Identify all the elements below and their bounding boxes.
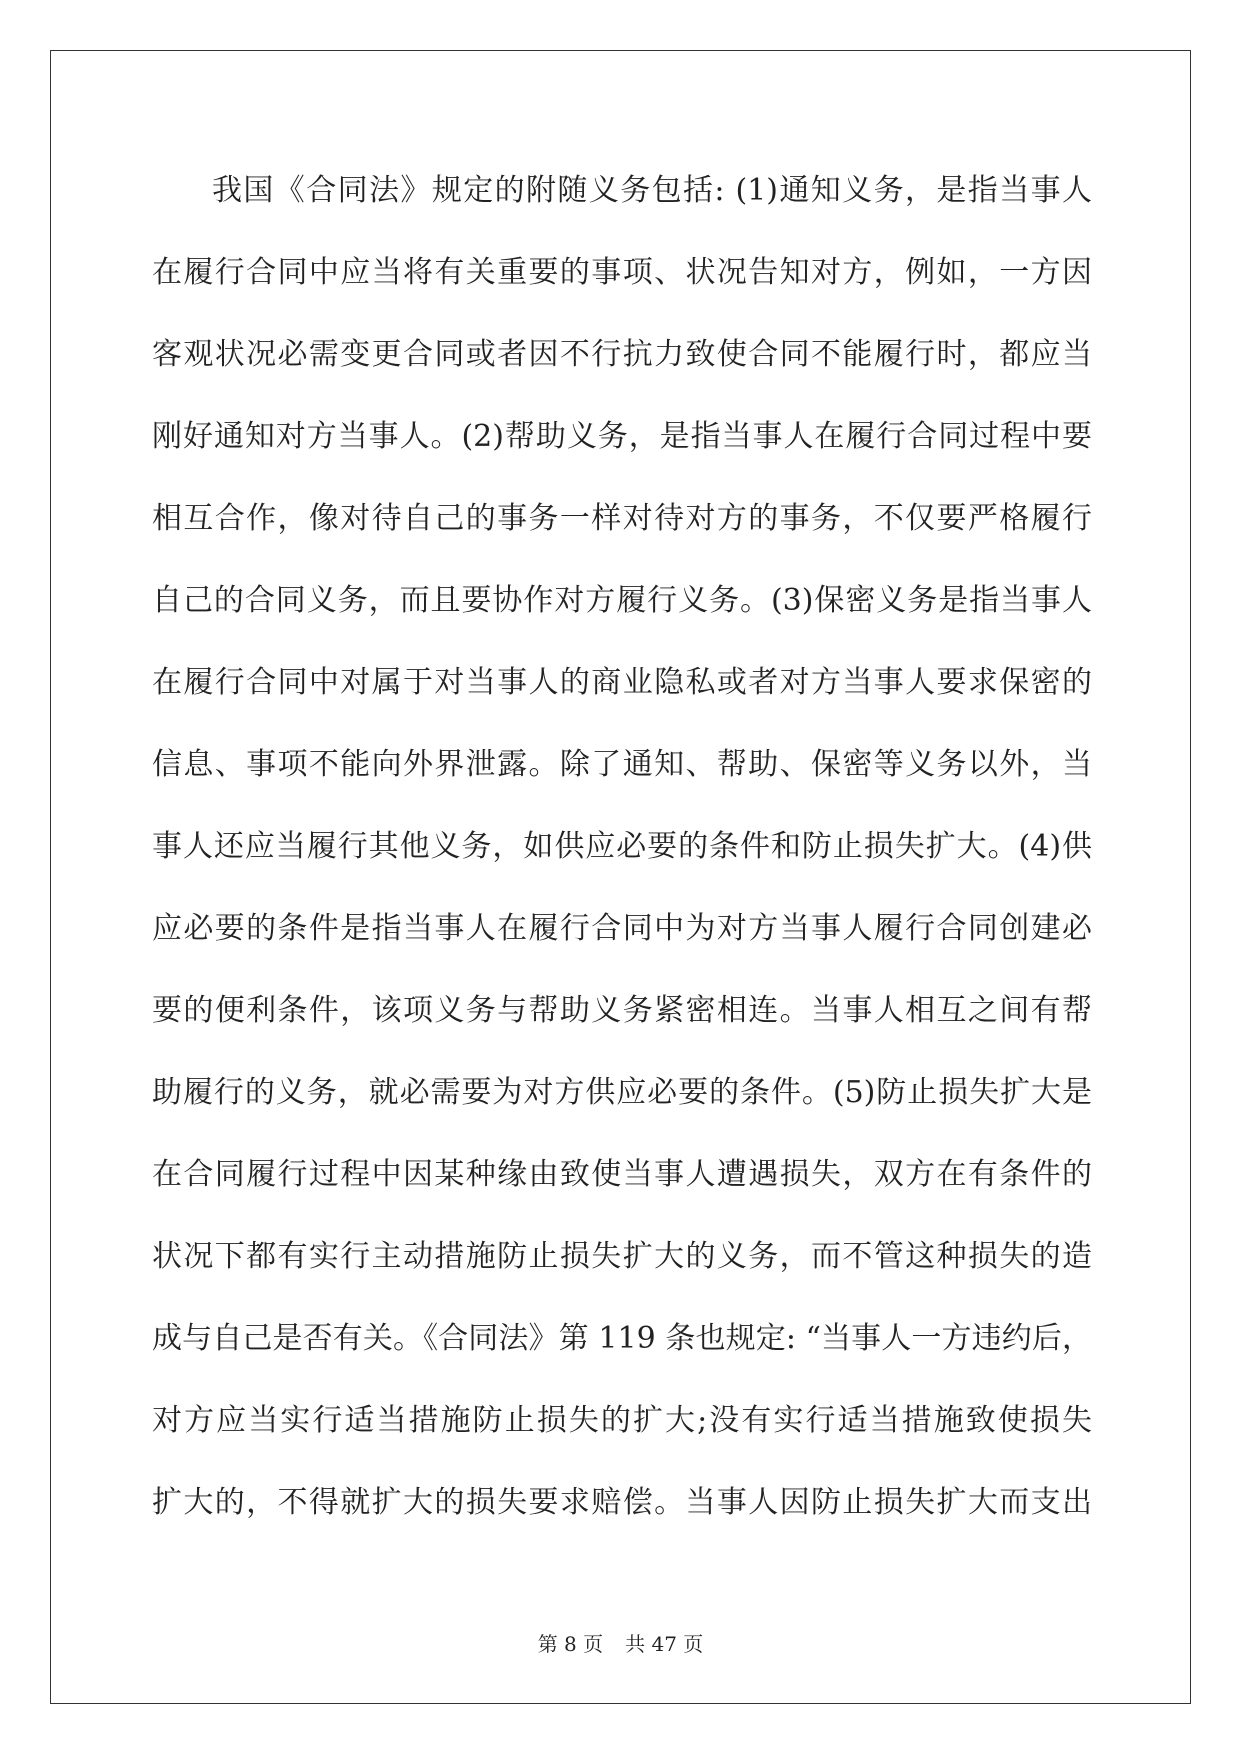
page-number: 第 8 页 bbox=[537, 1632, 604, 1656]
document-body bbox=[152, 160, 1092, 1554]
text-line: 客观状况必需变更合同或者因不行抗力致使合同不能履行时，都应当 bbox=[152, 337, 1092, 372]
text-line: 对方应当实行适当措施防止损失的扩大;没有实行适当措施致使损失 bbox=[152, 1403, 1092, 1438]
page-footer bbox=[0, 1628, 1241, 1657]
text-line: 我国《合同法》规定的附随义务包括: (1)通知义务，是指当事人 bbox=[212, 173, 1092, 208]
text-line: 事人还应当履行其他义务，如供应必要的条件和防止损失扩大。(4)供 bbox=[152, 829, 1092, 864]
text-line: 要的便利条件，该项义务与帮助义务紧密相连。当事人相互之间有帮 bbox=[152, 993, 1092, 1028]
text-line: 扩大的，不得就扩大的损失要求赔偿。当事人因防止损失扩大而支出 bbox=[152, 1485, 1092, 1520]
text-line: 相互合作，像对待自己的事务一样对待对方的事务，不仅要严格履行 bbox=[152, 501, 1092, 536]
text-line: 信息、事项不能向外界泄露。除了通知、帮助、保密等义务以外，当 bbox=[152, 747, 1092, 782]
text-line: 在履行合同中应当将有关重要的事项、状况告知对方，例如，一方因 bbox=[152, 255, 1092, 290]
text-line: 状况下都有实行主动措施防止损失扩大的义务，而不管这种损失的造 bbox=[152, 1239, 1092, 1274]
text-line: 自己的合同义务，而且要协作对方履行义务。(3)保密义务是指当事人 bbox=[152, 583, 1092, 618]
text-line: 成与自己是否有关。《合同法》第 119 条也规定: “当事人一方违约后， bbox=[152, 1321, 1092, 1356]
text-line: 在履行合同中对属于对当事人的商业隐私或者对方当事人要求保密的 bbox=[152, 665, 1092, 700]
page-total: 共 47 页 bbox=[625, 1632, 704, 1656]
text-line: 应必要的条件是指当事人在履行合同中为对方当事人履行合同创建必 bbox=[152, 911, 1092, 946]
text-line: 助履行的义务，就必需要为对方供应必要的条件。(5)防止损失扩大是 bbox=[152, 1075, 1092, 1110]
text-line: 在合同履行过程中因某种缘由致使当事人遭遇损失，双方在有条件的 bbox=[152, 1157, 1092, 1192]
text-line: 刚好通知对方当事人。(2)帮助义务，是指当事人在履行合同过程中要 bbox=[152, 419, 1092, 454]
